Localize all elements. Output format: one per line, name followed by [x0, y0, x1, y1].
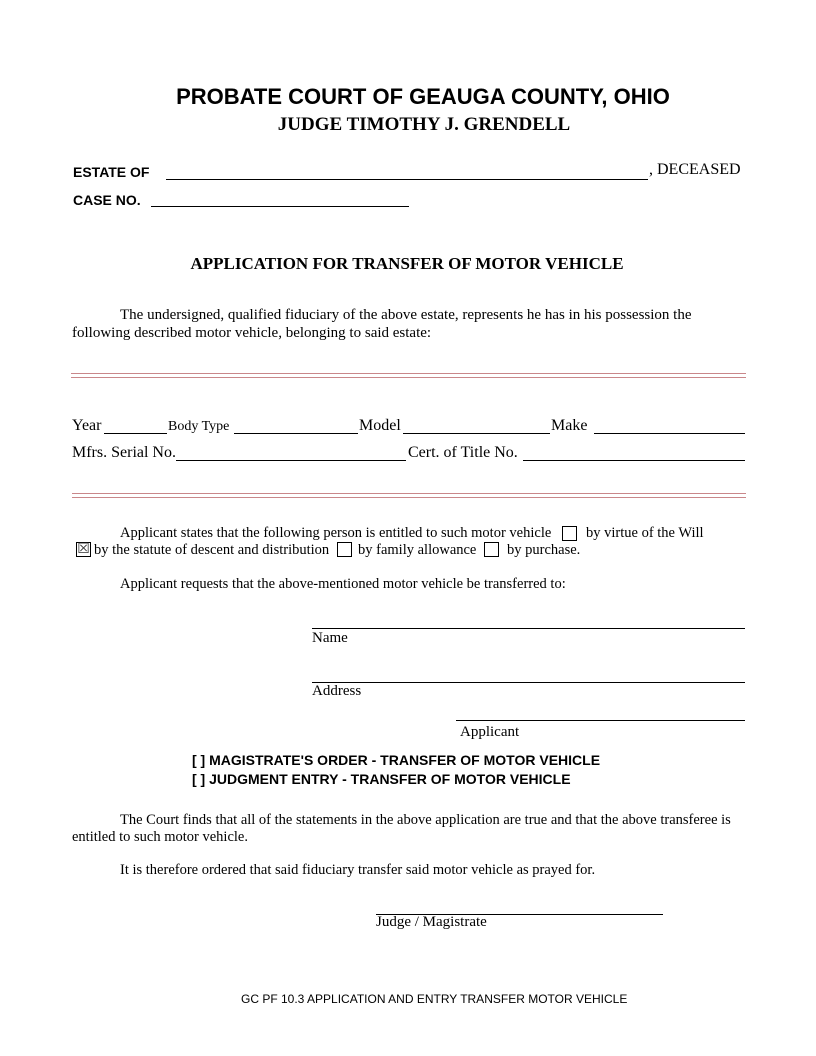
serial-label: Mfrs. Serial No. [72, 444, 176, 461]
applicant-signature-line [456, 720, 745, 721]
judge-name: JUDGE TIMOTHY J. GRENDELL [277, 114, 571, 135]
judge-signature-input[interactable] [376, 896, 663, 914]
model-label: Model [359, 417, 401, 434]
year-input[interactable] [104, 415, 167, 433]
intro-line-1: The undersigned, qualified fiduciary of the above estate, represents he has in his possession the [120, 307, 692, 323]
make-label: Make [551, 417, 588, 434]
separator-top [71, 373, 746, 374]
case-number-input[interactable] [151, 188, 409, 206]
will-checkbox[interactable] [562, 526, 577, 541]
body-type-label: Body Type [168, 419, 230, 434]
serial-input[interactable] [176, 442, 406, 460]
title-no-input[interactable] [523, 442, 745, 460]
transfer-request-text: Applicant requests that the above-mentioned motor vehicle be transferred to: [120, 576, 566, 592]
purchase-checkbox[interactable] [484, 542, 499, 557]
transferee-name-input[interactable] [312, 610, 745, 628]
ordered-text: It is therefore ordered that said fiduciary transfer said motor vehicle as prayed for. [120, 862, 596, 878]
allowance-checkbox[interactable] [337, 542, 352, 557]
title-no-line [523, 460, 745, 461]
allowance-label: by family allowance [358, 542, 477, 558]
findings-line-2: entitled to such motor vehicle. [72, 829, 248, 845]
statute-checkbox[interactable]: ☒ [77, 541, 90, 557]
court-title: PROBATE COURT OF GEAUGA COUNTY, OHIO [176, 84, 670, 109]
model-line [403, 433, 550, 434]
serial-line [176, 460, 406, 461]
will-label: by virtue of the Will [586, 525, 704, 541]
model-input[interactable] [403, 415, 550, 433]
applicant-signature-input[interactable] [456, 702, 745, 720]
deceased-label: , DECEASED [649, 161, 741, 178]
separator-top-2 [71, 377, 746, 378]
body-type-line [234, 433, 358, 434]
judgment-entry-heading: [ ] JUDGMENT ENTRY - TRANSFER OF MOTOR VEHICLE [192, 771, 571, 787]
estate-name-input[interactable] [166, 160, 648, 178]
case-label: CASE NO. [73, 192, 141, 208]
name-label: Name [312, 630, 348, 646]
transferee-address-input[interactable] [312, 664, 745, 682]
transferee-name-line [312, 628, 745, 629]
case-number-line [151, 206, 409, 207]
year-label: Year [72, 417, 102, 434]
address-label: Address [312, 683, 362, 699]
judge-magistrate-label: Judge / Magistrate [376, 914, 487, 930]
purchase-label: by purchase. [507, 542, 581, 558]
title-no-label: Cert. of Title No. [408, 444, 518, 461]
entitlement-text: Applicant states that the following person is entitled to such motor vehicle [120, 525, 552, 541]
applicant-label: Applicant [460, 724, 520, 740]
body-type-input[interactable] [234, 415, 358, 433]
separator-bottom [72, 493, 746, 494]
magistrate-order-heading: [ ] MAGISTRATE'S ORDER - TRANSFER OF MOTOR VEHICLE [192, 752, 601, 768]
findings-line-1: The Court finds that all of the statements in the above application are true and that the above transferee is [120, 812, 731, 828]
intro-line-2: following described motor vehicle, belonging to said estate: [72, 325, 432, 341]
transferee-address-line [312, 682, 745, 683]
estate-label: ESTATE OF [73, 164, 150, 180]
statute-label: by the statute of descent and distribution [94, 542, 330, 558]
make-line [594, 433, 745, 434]
separator-bottom-2 [72, 497, 746, 498]
form-title: APPLICATION FOR TRANSFER OF MOTOR VEHICLE [190, 254, 624, 273]
estate-name-line [166, 179, 648, 180]
form-footer: GC PF 10.3 APPLICATION AND ENTRY TRANSFER MOTOR VEHICLE [241, 992, 628, 1006]
year-line [104, 433, 167, 434]
make-input[interactable] [594, 415, 745, 433]
